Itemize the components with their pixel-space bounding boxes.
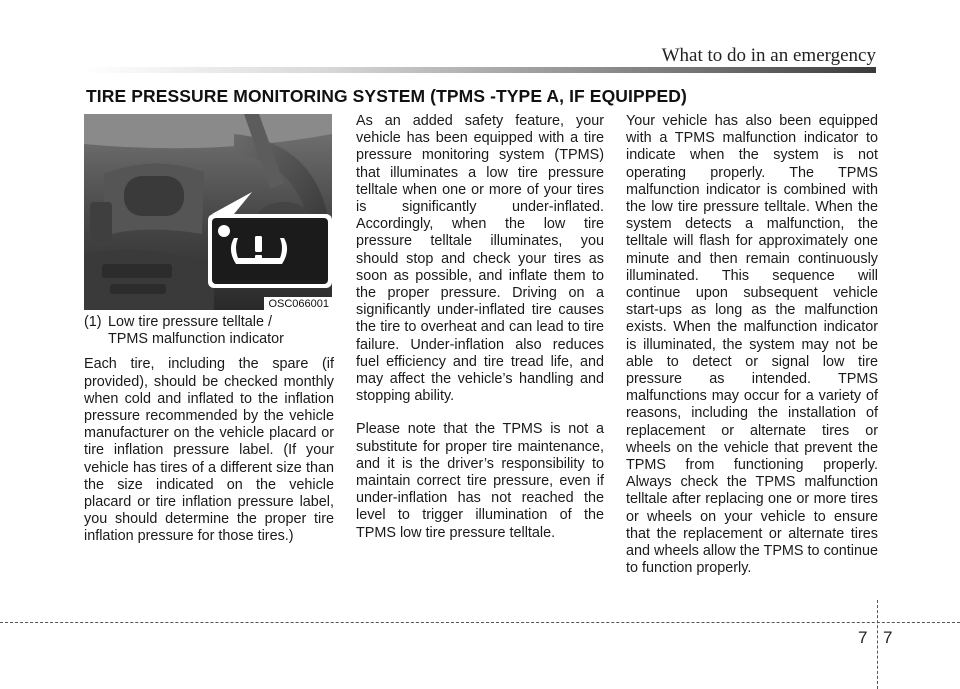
footer-vertical-divider: [877, 600, 878, 689]
page-number: 7: [883, 628, 893, 647]
column-2: [356, 113, 604, 542]
dashboard-figure: [84, 114, 332, 310]
header-gradient-bar: [84, 67, 876, 73]
figure-code: OSC066001: [264, 297, 332, 310]
caption-number: (1): [84, 314, 102, 330]
page-chapter: 7: [858, 628, 868, 647]
body-paragraph: As an added safety feature, your vehicle has been equipped with a tire pressure monitoring system (TPMS) that illuminates a low tire pressure telltale when one or more of your tires is significantly under-inflated. Accordingly, when the low tire pressure telltale illuminates, you should stop and check your tires as soon as possible, and inflate them to the proper pressure. Driving on a significantly under-inflated tire causes the tire to overheat and can lead to tire failure. Under-inflation also reduces fuel efficiency and tire tread life, and may affect the vehicle’s handling and stopping ability.: [356, 113, 604, 405]
running-header-title: What to do in an emergency: [661, 45, 876, 66]
column-3: [626, 113, 878, 577]
telltale-callout: [84, 114, 332, 310]
caption-line-2: TPMS malfunction indicator: [108, 331, 284, 348]
body-paragraph: Each tire, including the spare (if provided), should be checked monthly when cold and inflated to the inflation pressure recommended by the vehicle manufacturer on the vehicle placard or tire inflation pressure label. (If your vehicle has tires of a different size than the size indicated on the vehicle placard or tire inflation pressure label, you should determine the proper tire inflation pressure for those tires.): [84, 356, 334, 545]
column-1: [84, 314, 334, 546]
body-paragraph: Your vehicle has also been equipped with a TPMS malfunction indicator to indicate when the system is not operating properly. The TPMS malfunction indicator is combined with the low tire pressure telltale. When the system detects a malfunction, the telltale will flash for approximately one minute and then remain continuously illuminated. This sequence will continue upon subsequent vehicle start-ups as long as the malfunction exists. When the malfunction indicator is illuminated, the system may not be able to detect or signal low tire pressure as intended. TPMS malfunctions may occur for a variety of reasons, including the installation of replacement or alternate tires or wheels on the vehicle that prevent the TPMS from functioning properly. Always check the TPMS malfunction telltale after replacing one or more tires or wheels on your vehicle to ensure that the replacement or alternate tires and wheels allow the TPMS to continue to function properly.: [626, 113, 878, 577]
body-paragraph: Please note that the TPMS is not a substitute for proper tire maintenance, and it is the driver’s responsibility to maintain correct tire pressure, even if under-inflation has not reached the level to trigger illumination of the TPMS low tire pressure telltale.: [356, 421, 604, 541]
caption-text: [108, 314, 334, 348]
caption-line-1: Low tire pressure telltale /: [108, 314, 272, 330]
footer-divider: [0, 622, 960, 623]
section-title: TIRE PRESSURE MONITORING SYSTEM (TPMS -TYPE A, IF EQUIPPED): [86, 86, 687, 106]
figure-caption: [84, 314, 334, 348]
